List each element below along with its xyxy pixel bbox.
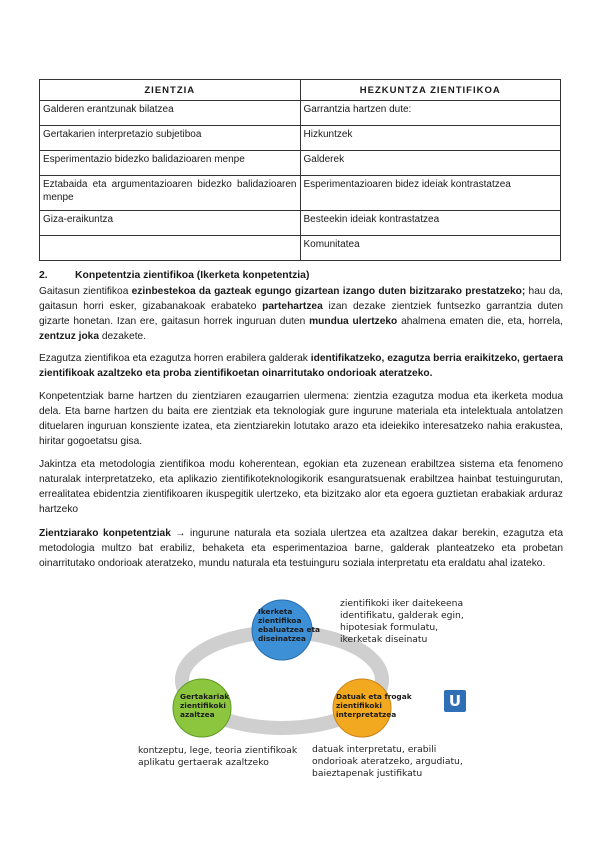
- text-run: → ingurune naturala eta soziala ulertzea eta azaltzea dakar berekin, ezagutza eta metodologia multzo bat erabiliz, behaketa eta esperimentazioa barne, galderak planteatzeko eta probetan oinarritutako ondorioak ateratzeko, mundu naturala eta testuinguru soziala interpretatu eta eraldatu ahal izateko.: [39, 528, 563, 569]
- table-header-row: [40, 80, 561, 101]
- text-run: dezakete.: [99, 331, 147, 342]
- paragraph-5: [39, 526, 563, 571]
- node-right-line: interpretatzea: [336, 710, 397, 719]
- node-left: [173, 679, 231, 737]
- table-cell: Galderek: [300, 151, 561, 176]
- table-row: [40, 236, 561, 261]
- text-run-bold: ezinbestekoa da gazteak egungo gizartean izango duten bizitzarako prestatzeko;: [131, 286, 526, 297]
- diagram-note-bottom-right: [312, 744, 463, 780]
- text-run-bold: mundua ulertzeko: [309, 316, 398, 327]
- table-header-cell: HEZKUNTZA ZIENTIFIKOA: [300, 80, 561, 101]
- text-run: Ezagutza zientifikoa eta ezagutza horren erabilera galderak: [39, 353, 311, 364]
- table-cell: Esperimentazioaren bidez ideiak kontrastatzea: [300, 176, 561, 211]
- table-row: [40, 176, 561, 211]
- comparison-table: [39, 79, 561, 261]
- table-row: [40, 126, 561, 151]
- diagram-note-bottom-left: [138, 745, 297, 769]
- node-left-line: zientifikoki: [180, 701, 226, 710]
- table-cell: Gertakarien interpretazio subjetiboa: [40, 126, 301, 151]
- u-logo-icon: U: [444, 690, 466, 712]
- node-right-line: Datuak eta frogak: [336, 692, 412, 701]
- node-top-line: ebaluatzea eta: [258, 625, 321, 634]
- note-line: hipotesiak formulatu,: [340, 622, 439, 633]
- node-left-line: Gertakariak: [180, 692, 230, 701]
- text-run: ahalmena ematen die, eta, horrela,: [397, 316, 563, 327]
- paragraph-1: [39, 284, 563, 344]
- table-cell: Galderen erantzunak bilatzea: [40, 101, 301, 126]
- text-run-bold: partehartzea: [262, 301, 323, 312]
- node-top-line: zientifikoa: [258, 616, 302, 625]
- note-line: kontzeptu, lege, teoria zientifikoak: [138, 745, 298, 756]
- text-run: izan dezake zientziek funtsezko garrantzia duten gizarte honetan. Izan ere, gaitasun horrek inguruan duten: [39, 301, 563, 327]
- node-top: [252, 600, 320, 660]
- table-row: [40, 101, 561, 126]
- node-left-line: azaltzea: [180, 710, 215, 719]
- text-run-bold: Zientziarako konpetentziak: [39, 528, 171, 539]
- text-run: hau da, gaitasun horri esker, gizabanakoak erabateko: [39, 286, 563, 312]
- table-cell: Garrantzia hartzen dute:: [300, 101, 561, 126]
- table-header-cell: ZIENTZIA: [40, 80, 301, 101]
- node-top-line: diseinatzea: [258, 634, 306, 643]
- table-row: [40, 151, 561, 176]
- paragraph-4: Jakintza eta metodologia zientifikoa modu koherentean, egokian eta zuzenean erabiltzea sistema eta fenomeno naturalak interpretatzeko, eta aplikazio zientifikoteknologikorik esanguratsuenak erabiltzea hainbat testuingurutan, errealitatea ebidentzia zientifikoaren ikuspegitik ulertzeko, eta bizitzako alor eta egoera guztietan erabakiak arduraz hartzeko: [39, 459, 563, 515]
- node-top-line: Ikerketa: [258, 607, 293, 616]
- paragraph-3: Konpetentziak barne hartzen du zientziaren ezaugarrien ulermena: zientzia ezagutza modua eta ikerketa modua dela. Eta barne hartzen du baita ere zientziak eta teknologiak gure ingurune materiala eta intelektuala antolatzen dituelaren inguruan konsziente izatea, eta zientziarekin lotutako arazo eta ideiekiko interesatzeko nahia erakustea, hiritar gogoetatsu gisa.: [39, 391, 563, 447]
- text-run: Gaitasun zientifikoa: [39, 286, 132, 297]
- section-number: 2.: [39, 270, 48, 281]
- note-line: baieztapenak justifikatu: [312, 768, 423, 779]
- table-cell: Esperimentazio bidezko balidazioaren menpe: [40, 151, 301, 176]
- node-right: [333, 679, 413, 737]
- table-cell: [40, 176, 301, 211]
- note-line: ikerketak diseinatu: [340, 634, 428, 645]
- text-run-bold: zentzuz joka: [39, 331, 100, 342]
- note-line: identifikatu, galderak egin,: [340, 610, 464, 621]
- table-row: [40, 211, 561, 236]
- table-cell-text: Eztabaida eta argumentazioaren bidezko balidazioaren menpe: [43, 179, 297, 203]
- note-line: ondorioak ateratzeko, argudiatu,: [312, 756, 463, 767]
- node-right-line: zientifikoki: [336, 701, 382, 710]
- text-run-bold: identifikatzeko, ezagutza berria eraikitzeko, gertaera zientifikoak azaltzeko eta proba zientifikoetan oinarritutako ondorioak ateratzeko.: [39, 353, 563, 379]
- table-cell: Komunitatea: [300, 236, 561, 261]
- table-cell: Giza-eraikuntza: [40, 211, 301, 236]
- diagram-note-top-right: [340, 598, 464, 646]
- table-cell: Hizkuntzek: [300, 126, 561, 151]
- section-title: Konpetentzia zientifikoa (Ikerketa konpetentzia): [75, 270, 310, 281]
- table-cell: Besteekin ideiak kontrastatzea: [300, 211, 561, 236]
- table-cell: [40, 236, 301, 261]
- paragraph-2: [39, 351, 563, 381]
- section-heading: [39, 270, 309, 281]
- note-line: aplikatu gertaerak azaltzeko: [138, 757, 269, 768]
- note-line: datuak interpretatu, erabili: [312, 744, 437, 755]
- note-line: zientifikoki iker daitekeena: [340, 598, 464, 609]
